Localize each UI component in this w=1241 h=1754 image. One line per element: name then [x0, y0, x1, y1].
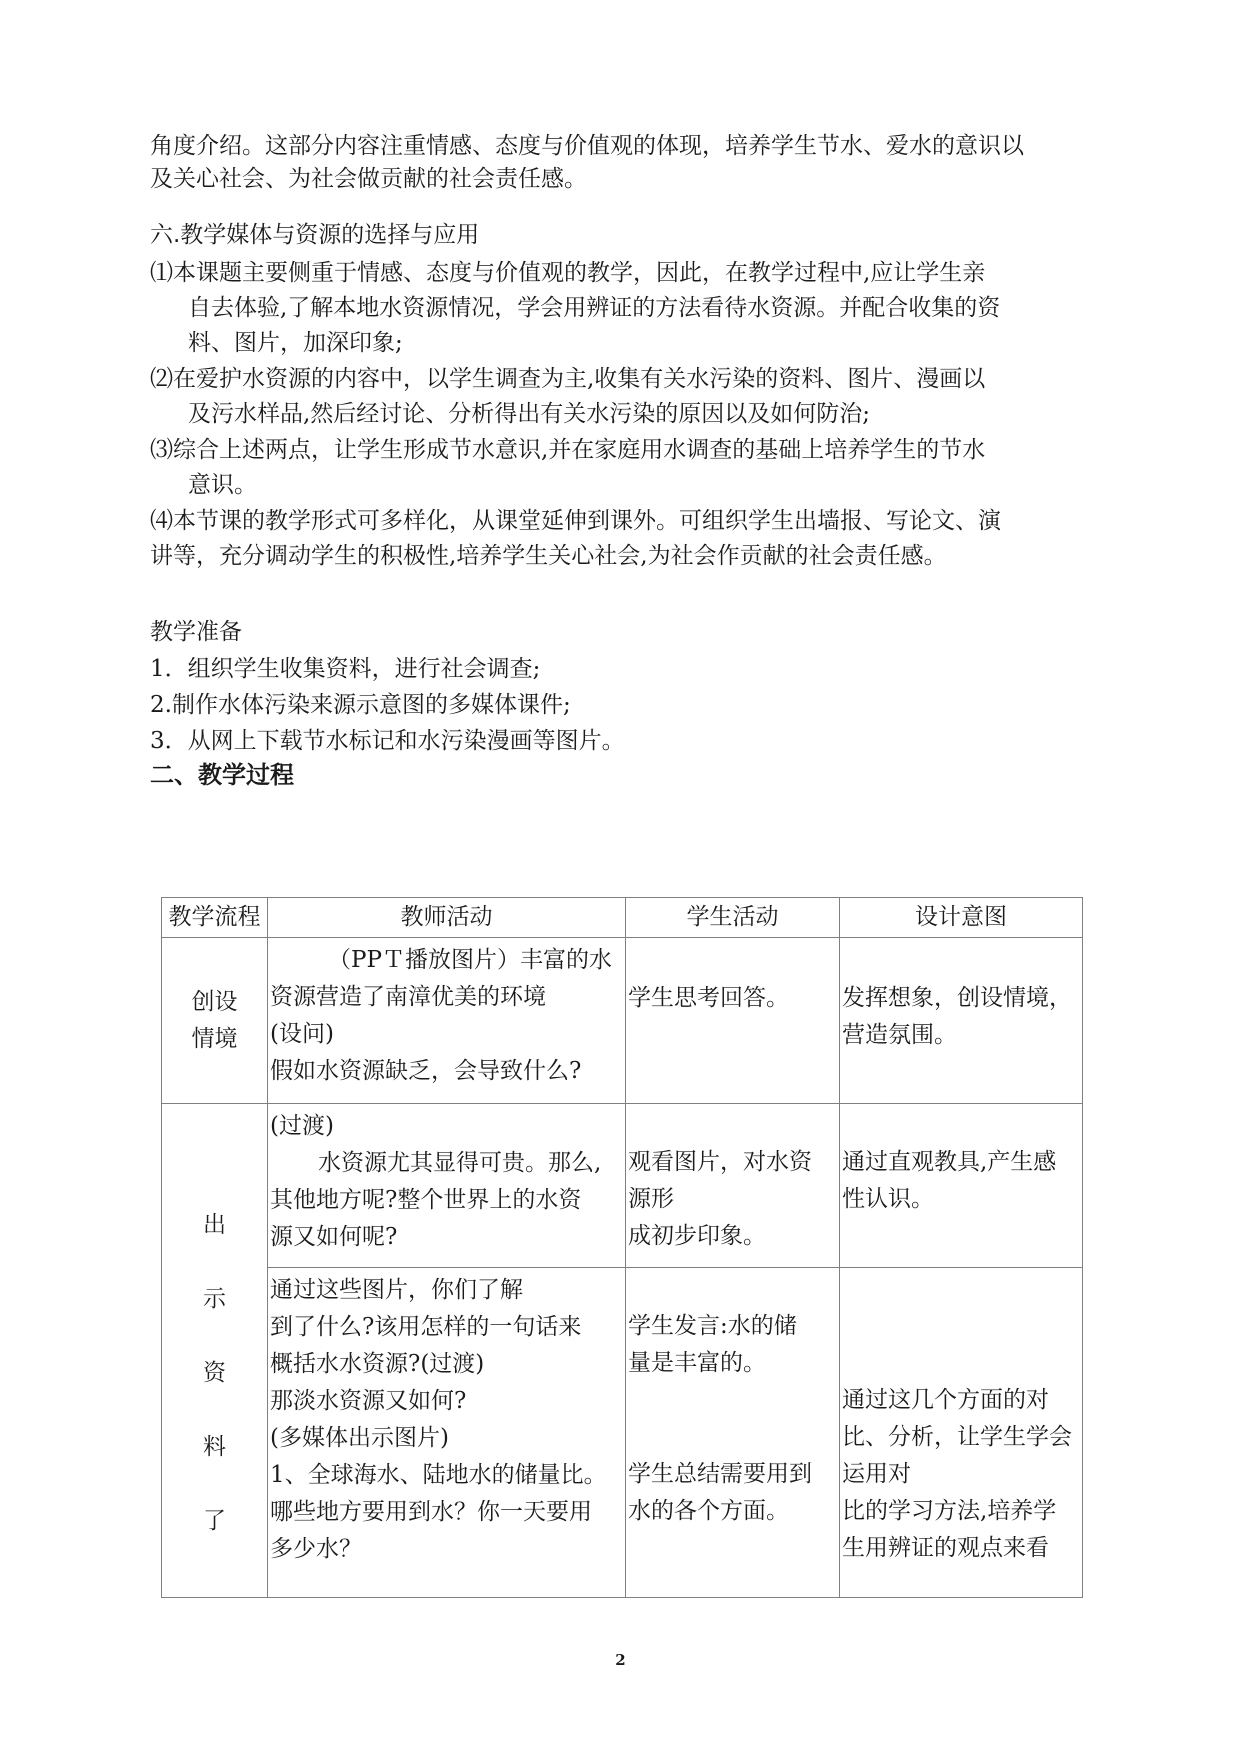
- stage-char: 出: [203, 1212, 226, 1238]
- teacher-text: 哪些地方要用到水？你一天要用: [270, 1499, 592, 1525]
- section6-title: 六.教学媒体与资源的选择与应用: [150, 222, 480, 248]
- intent-text: 生用辨证的观点来看: [842, 1535, 1049, 1561]
- intent-text: 发挥想象，创设情境，: [842, 985, 1072, 1011]
- page-number: 2: [615, 1651, 626, 1669]
- teacher-text: 假如水资源缺乏，会导致什么?: [270, 1058, 582, 1084]
- section6-item2-line1: ⑵在爱护水资源的内容中，以学生调查为主,收集有关水污染的资料、图片、漫画以: [150, 366, 986, 392]
- teacher-cell-3: [268, 1268, 626, 1598]
- intro-line-1: 角度介绍。这部分内容注重情感、态度与价值观的体现，培养学生节水、爱水的意识以: [150, 133, 1024, 159]
- section6-item3-line2: 意识。: [188, 472, 257, 498]
- teacher-text: 概括水水资源?(过渡): [270, 1351, 485, 1377]
- prep-title: 教学准备: [150, 619, 242, 645]
- process-table: [161, 897, 1083, 1598]
- intent-text: 通过这几个方面的对: [842, 1387, 1049, 1413]
- student-text: 观看图片，对水资: [628, 1149, 812, 1175]
- student-text: 成初步印象。: [628, 1223, 766, 1249]
- stage-char: 资: [203, 1360, 226, 1386]
- stage-char: 了: [203, 1508, 226, 1534]
- student-text: 学生总结需要用到: [628, 1461, 812, 1487]
- stage-char: 示: [203, 1286, 226, 1312]
- stage-cell-1: [162, 938, 268, 1104]
- section6-item3-line1: ⑶综合上述两点，让学生形成节水意识,并在家庭用水调查的基础上培养学生的节水: [150, 437, 986, 463]
- table-row: [162, 1104, 1083, 1268]
- teacher-text: (多媒体出示图片): [270, 1425, 449, 1451]
- teacher-cell-2: [268, 1104, 626, 1268]
- prep-item-3: 3．从网上下载节水标记和水污染漫画等图片。: [150, 728, 625, 754]
- teacher-text: 资源营造了南漳优美的环境: [270, 984, 546, 1010]
- table-row: [162, 1268, 1083, 1598]
- section6-item1-line3: 料、图片，加深印象;: [188, 330, 403, 356]
- teacher-text: 到了什么?该用怎样的一句话来: [270, 1314, 582, 1340]
- intro-line-2: 及关心社会、为社会做贡献的社会责任感。: [150, 166, 587, 192]
- teacher-cell-1: [268, 938, 626, 1104]
- teacher-text: (过渡): [270, 1113, 334, 1139]
- stage-label-line-2: 情境: [191, 1025, 238, 1052]
- prep-item-2: 2.制作水体污染来源示意图的多媒体课件;: [150, 692, 571, 718]
- section6-item2-line2: 及污水样品,然后经讨论、分析得出有关水污染的原因以及如何防治;: [188, 401, 871, 427]
- table-row: [162, 938, 1083, 1104]
- header-student: 学生活动: [626, 898, 840, 938]
- section6-item4-line1: ⑷本节课的教学形式可多样化，从课堂延伸到课外。可组织学生出墙报、写论文、演: [150, 508, 1001, 534]
- intent-cell-3: [840, 1268, 1083, 1598]
- prep-item-1: 1．组织学生收集资料，进行社会调查;: [150, 656, 541, 682]
- table-header-row: [162, 898, 1083, 938]
- student-text: 学生思考回答。: [628, 985, 789, 1011]
- header-intent: 设计意图: [840, 898, 1083, 938]
- teacher-text: (设问): [270, 1021, 334, 1047]
- teacher-text: 那淡水资源又如何?: [270, 1388, 467, 1414]
- teacher-text: 通过这些图片，你们了解: [270, 1277, 523, 1303]
- student-cell-1: [626, 938, 840, 1104]
- intent-cell-2: [840, 1104, 1083, 1268]
- teacher-text: 其他地方呢?整个世界上的水资: [270, 1187, 582, 1213]
- stage-label-line-1: 创设: [191, 988, 238, 1015]
- teacher-text: 水资源尤其显得可贵。那么,: [318, 1150, 602, 1176]
- intent-text: 营造氛围。: [842, 1022, 957, 1048]
- teacher-text: 源又如何呢?: [270, 1224, 398, 1250]
- student-cell-3: [626, 1268, 840, 1598]
- teacher-text: （PPＴ播放图片）丰富的水: [328, 947, 612, 973]
- teacher-text: 多少水？: [270, 1536, 362, 1562]
- intent-text: 运用对: [842, 1461, 911, 1487]
- teacher-text: 1、全球海水、陆地水的储量比。: [270, 1462, 607, 1488]
- intent-cell-1: [840, 938, 1083, 1104]
- intent-text: 比的学习方法,培养学: [842, 1498, 1057, 1524]
- spacer: [628, 1382, 837, 1456]
- section6-item1-line2: 自去体验,了解本地水资源情况，学会用辨证的方法看待水资源。并配合收集的资: [188, 295, 1001, 321]
- intent-text: 通过直观教具,产生感: [842, 1149, 1057, 1175]
- process-title: 二、教学过程: [150, 761, 294, 789]
- student-cell-2: [626, 1104, 840, 1268]
- intent-text: 性认识。: [842, 1186, 934, 1212]
- stage-cell-2: [162, 1104, 268, 1598]
- student-text: 水的各个方面。: [628, 1498, 789, 1524]
- student-text: 源形: [628, 1186, 674, 1212]
- stage-char: 料: [203, 1434, 226, 1460]
- student-text: 学生发言:水的储: [628, 1313, 797, 1339]
- intent-text: 比、分析，让学生学会: [842, 1424, 1072, 1450]
- header-teacher: 教师活动: [268, 898, 626, 938]
- student-text: 量是丰富的。: [628, 1350, 766, 1376]
- section6-item1-line1: ⑴本课题主要侧重于情感、态度与价值观的教学，因此，在教学过程中,应让学生亲: [150, 260, 986, 286]
- section6-item4-line2: 讲等，充分调动学生的积极性,培养学生关心社会,为社会作贡献的社会责任感。: [150, 543, 947, 569]
- header-stage: 教学流程: [162, 898, 268, 938]
